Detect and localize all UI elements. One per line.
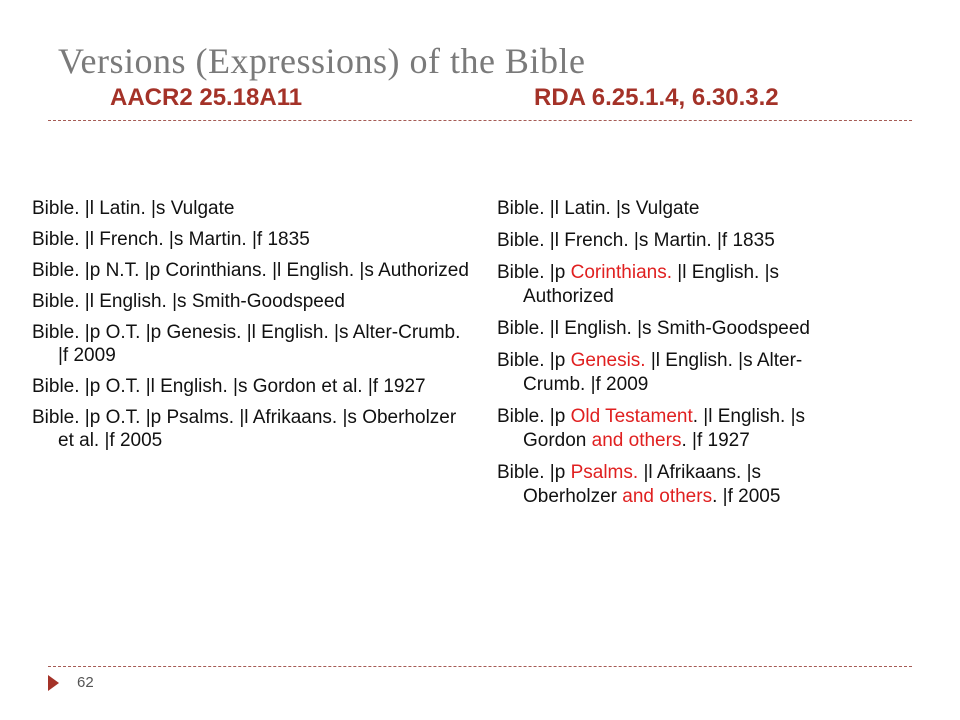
entry-continuation [523, 485, 917, 509]
top-divider [48, 120, 912, 121]
changed-text: Psalms. [570, 462, 639, 483]
entry-text: Bible. |p [497, 262, 571, 283]
rda-entry [497, 349, 917, 397]
entry-continuation [523, 429, 917, 453]
entry-text: Bible. |p [497, 462, 571, 483]
entry-text: Gordon [523, 430, 592, 451]
changed-text: Old Testament [570, 406, 693, 427]
rda-entry: Bible. |l English. |s Smith-Goodspeed [497, 318, 810, 339]
rda-entry: Bible. |l French. |s Martin. |f 1835 [497, 230, 775, 251]
aacr-entry: Bible. |p O.T. |p Psalms. |l Afrikaans. |s Oberholzer et al. |f 2005 [32, 407, 457, 451]
rda-entry [497, 261, 917, 309]
entry-text: |l English. |s Alter- [645, 350, 803, 371]
slide-title: Versions (Expressions) of the Bible [58, 41, 586, 81]
entry-text: Bible. |p [497, 406, 571, 427]
entry-text: Bible. |p [497, 350, 571, 371]
rda-entry [497, 461, 917, 509]
entry-text: . |f 2005 [712, 486, 781, 507]
changed-text: and others [591, 430, 682, 451]
aacr-column [32, 197, 472, 460]
entry-continuation: Authorized [523, 286, 614, 307]
changed-text: Corinthians. [570, 262, 672, 283]
rda-entry: Bible. |l Latin. |s Vulgate [497, 198, 700, 219]
entry-text: |l English. |s [671, 262, 780, 283]
rda-entry [497, 405, 917, 453]
aacr-entry: Bible. |l English. |s Smith-Goodspeed [32, 291, 345, 312]
changed-text: Genesis. [570, 350, 646, 371]
rda-column [497, 197, 917, 517]
rda-rule-reference: RDA 6.25.1.4, 6.30.3.2 [534, 84, 779, 111]
page-number: 62 [77, 674, 94, 691]
aacr-entry: Bible. |l Latin. |s Vulgate [32, 198, 235, 219]
entry-text: . |f 1927 [681, 430, 750, 451]
entry-text: |l Afrikaans. |s [638, 462, 762, 483]
triangle-bullet-icon [48, 675, 59, 691]
aacr-rule-reference: AACR2 25.18A11 [110, 84, 303, 111]
entry-text: Oberholzer [523, 486, 623, 507]
aacr-entry: Bible. |p O.T. |p Genesis. |l English. |s Alter-Crumb. |f 2009 [32, 322, 461, 366]
aacr-entry: Bible. |l French. |s Martin. |f 1835 [32, 229, 310, 250]
bottom-divider [48, 666, 912, 667]
entry-continuation: Crumb. |f 2009 [523, 374, 649, 395]
aacr-entry: Bible. |p N.T. |p Corinthians. |l English. |s Authorized [32, 260, 469, 281]
changed-text: and others [622, 486, 713, 507]
aacr-entry: Bible. |p O.T. |l English. |s Gordon et al. |f 1927 [32, 376, 426, 397]
entry-text: . |l English. |s [692, 406, 806, 427]
